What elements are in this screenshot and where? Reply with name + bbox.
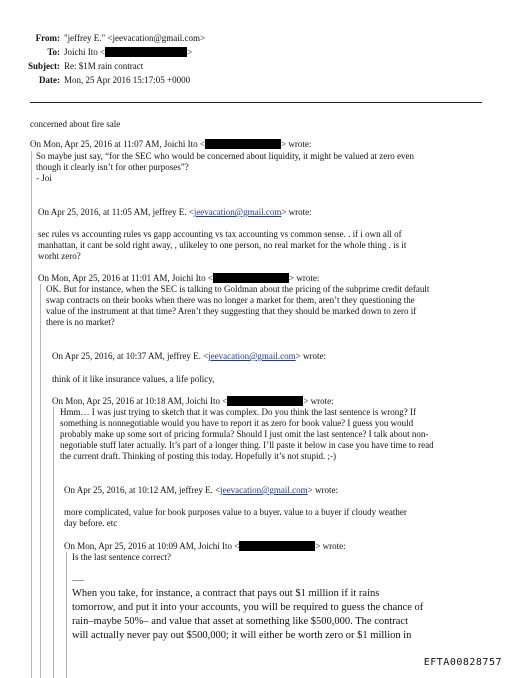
redaction-box <box>227 396 303 406</box>
redaction-box <box>213 273 289 283</box>
email-link[interactable]: jeevacation@gmail.com <box>220 485 308 495</box>
message-5-line: negotiable stuff later actually. It’s part of a longer thing. I’ll paste it below in case you have time to read <box>60 440 434 450</box>
subject-value: Re: $1M rain contract <box>64 61 144 71</box>
message-1-line: though it clearly isn’t for other purposes”? <box>36 162 189 172</box>
message-3-line: there is no market? <box>46 317 115 327</box>
redaction-box <box>239 541 315 551</box>
excerpt-line: will actually never pay out $500,000; it will either be worth zero or $1 million in <box>72 630 412 641</box>
email-link[interactable]: jeevacation@gmail.com <box>193 207 282 217</box>
attribution-2: On Apr 25, 2016, at 11:05 AM, jeffrey E. <jeevacation@gmail.com> wrote: <box>38 207 312 217</box>
message-5-line: something is nonnegotiable would you have to report it as zero for book value? I guess you would <box>60 418 414 428</box>
message-6-line: day before. etc <box>64 518 118 528</box>
redaction-box <box>205 139 281 149</box>
quote-bar-4 <box>66 552 67 678</box>
message-2-line: sec rules vs accounting rules vs gapp accounting vs tax accounting vs common sense. . if i own all of <box>38 229 402 239</box>
excerpt-line: tomorrow, and put it into your accounts, you will be required to guess the chance of <box>72 602 424 613</box>
message-2-line: worht zero? <box>38 251 81 261</box>
message-3-line: swap contracts on their books when there was no longer a market for them, aren’t they questioning the <box>46 295 415 305</box>
message-6-line: more complicated, value for book purposes value to a buyer. value to a buyer if cloudy weather <box>64 507 407 517</box>
attribution-5: On Mon, Apr 25, 2016 at 10:18 AM, Joichi Ito < > wrote: <box>52 396 334 406</box>
quote-bar-1 <box>31 151 32 678</box>
message-5-line: the current draft. Thinking of posting this today. Hopefully it’s not stupid. ;-) <box>60 451 336 461</box>
message-1-line: So maybe just say, “for the SEC who would be concerned about liquidity, it might be valued at zero even <box>36 151 414 161</box>
from-label: From: <box>35 33 60 43</box>
message-3-line: value of the instrument at that time? Aren’t they suggesting that they should be marked down to zero if <box>46 306 417 316</box>
subject-label: Subject: <box>28 61 60 71</box>
message-4-line: think of it like insurance values, a life policy, <box>52 374 215 384</box>
message-3-line: OK. But for instance, when the SEC is talking to Goldman about the pricing of the subprime credit default <box>46 284 430 294</box>
message-5-line: Hmm… I was just trying to sketch that it was complex. Do you think the last sentence is wrong? If <box>60 407 416 417</box>
body-opening: concerned about fire sale <box>30 119 121 129</box>
date-value: Mon, 25 Apr 2016 15:17:05 +0000 <box>64 75 191 85</box>
message-5-line: probably make up some sort of pricing formula? Should I just omit the last sentence? I talk about non- <box>60 429 429 439</box>
quote-bar-3 <box>53 407 54 678</box>
quote-bar-2 <box>40 284 41 678</box>
excerpt-line: When you take, for instance, a contract that pays out $1 million if it rains <box>72 588 380 599</box>
attribution-1: On Mon, Apr 25, 2016 at 11:07 AM, Joichi Ito < > wrote: <box>30 139 312 149</box>
to-name: Joichi Ito < <box>64 47 106 57</box>
redaction-box <box>105 47 187 57</box>
to-value <box>64 47 192 58</box>
message-1-line: - Joi <box>36 173 52 183</box>
separator-dash <box>72 580 84 581</box>
attribution-7: On Mon, Apr 25, 2016 at 10:09 AM, Joichi Ito < > wrote: <box>64 541 346 551</box>
from-value: "jeffrey E." <jeevacation@gmail.com> <box>64 33 206 43</box>
attribution-4: On Apr 25, 2016, at 10:37 AM, jeffrey E. <jeevacation@gmail.com> wrote: <box>52 351 326 361</box>
date-label: Date: <box>39 75 60 85</box>
email-link[interactable]: jeevacation@gmail.com <box>208 351 296 361</box>
header-divider <box>30 102 482 103</box>
document-id: EFTA00828757 <box>423 657 502 668</box>
message-2-line: manhattan, it cant be sold right away, , ulikeley to one person, no real market for the whole thing . is it <box>38 240 407 250</box>
to-label: To: <box>47 47 60 57</box>
attribution-3: On Mon, Apr 25, 2016 at 11:01 AM, Joichi Ito < > wrote: <box>38 273 320 283</box>
message-7-line: Is the last sentence correct? <box>72 552 171 562</box>
to-end: > <box>187 47 193 57</box>
excerpt-line: rain–maybe 50%– and value that asset at something like $500,000. The contract <box>72 616 409 627</box>
attribution-6: On Apr 25, 2016, at 10:12 AM, jeffrey E. <jeevacation@gmail.com> wrote: <box>64 485 338 495</box>
